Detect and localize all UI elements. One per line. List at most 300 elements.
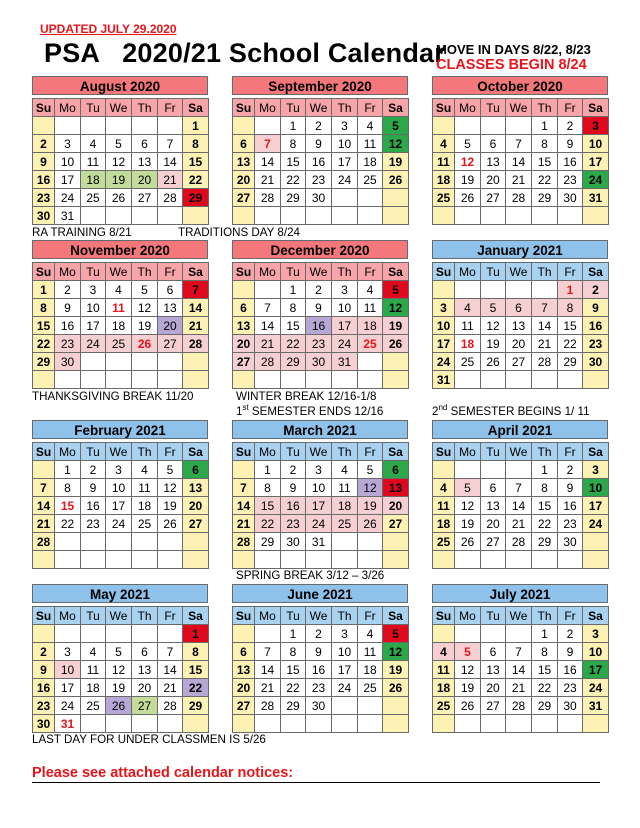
- day-cell: 23: [583, 335, 609, 353]
- day-cell: 15: [558, 317, 583, 335]
- day-cell: 19: [455, 679, 481, 697]
- day-cell: 10: [106, 479, 132, 497]
- day-cell: 18: [433, 515, 455, 533]
- weekday-header: Su: [33, 607, 55, 625]
- day-cell: 29: [281, 189, 306, 207]
- day-cell: 2: [81, 461, 106, 479]
- day-cell: 16: [33, 679, 55, 697]
- day-cell: 24: [81, 335, 106, 353]
- empty-cell: [33, 461, 55, 479]
- day-cell: 25: [81, 189, 106, 207]
- day-cell: 18: [358, 153, 383, 171]
- empty-cell: [481, 715, 506, 733]
- empty-cell: [106, 353, 132, 371]
- day-cell: 16: [281, 497, 306, 515]
- day-cell: 14: [158, 153, 183, 171]
- empty-cell: [332, 533, 358, 551]
- day-cell: 8: [183, 135, 209, 153]
- empty-cell: [481, 281, 506, 299]
- day-cell: 2: [558, 461, 583, 479]
- day-cell: 26: [383, 335, 409, 353]
- day-cell: 9: [55, 299, 81, 317]
- weekday-header: We: [506, 263, 532, 281]
- day-cell: 29: [532, 533, 558, 551]
- day-cell: 29: [255, 533, 281, 551]
- day-cell: 13: [183, 479, 209, 497]
- month-grid: [432, 442, 609, 569]
- day-cell: 26: [455, 697, 481, 715]
- empty-cell: [306, 551, 332, 569]
- day-cell: 11: [433, 497, 455, 515]
- empty-cell: [233, 551, 255, 569]
- day-cell: 4: [433, 479, 455, 497]
- empty-cell: [383, 371, 409, 389]
- empty-cell: [358, 207, 383, 225]
- weekday-header: Tu: [81, 607, 106, 625]
- empty-cell: [383, 353, 409, 371]
- empty-cell: [158, 371, 183, 389]
- month-title: December 2020: [232, 240, 408, 259]
- month-grid: [432, 98, 609, 225]
- empty-cell: [33, 625, 55, 643]
- empty-cell: [233, 371, 255, 389]
- day-cell: 30: [306, 697, 332, 715]
- month-calendar: [432, 584, 608, 733]
- day-cell: 2: [583, 281, 609, 299]
- day-cell: 17: [433, 335, 455, 353]
- empty-cell: [281, 371, 306, 389]
- day-cell: 20: [383, 497, 409, 515]
- day-cell: 8: [281, 299, 306, 317]
- empty-cell: [433, 461, 455, 479]
- empty-cell: [255, 371, 281, 389]
- day-cell: 14: [506, 153, 532, 171]
- weekday-header: Th: [332, 443, 358, 461]
- day-cell: 3: [583, 117, 609, 135]
- day-cell: 8: [33, 299, 55, 317]
- day-cell: 22: [255, 515, 281, 533]
- empty-cell: [81, 353, 106, 371]
- empty-cell: [106, 371, 132, 389]
- weekday-header: Tu: [281, 607, 306, 625]
- empty-cell: [558, 551, 583, 569]
- day-cell: 1: [55, 461, 81, 479]
- day-cell: 7: [506, 135, 532, 153]
- empty-cell: [183, 533, 209, 551]
- month-grid: [432, 606, 609, 733]
- empty-cell: [33, 371, 55, 389]
- day-cell: 4: [455, 299, 481, 317]
- weekday-header: Mo: [455, 607, 481, 625]
- day-cell: 22: [183, 171, 209, 189]
- day-cell: 4: [433, 135, 455, 153]
- day-cell: 14: [506, 661, 532, 679]
- day-cell: 28: [532, 353, 558, 371]
- day-cell: 28: [506, 189, 532, 207]
- day-cell: 3: [583, 625, 609, 643]
- day-cell: 2: [306, 281, 332, 299]
- day-cell: 2: [558, 625, 583, 643]
- empty-cell: [455, 551, 481, 569]
- weekday-header: Th: [132, 443, 158, 461]
- day-cell: 17: [332, 153, 358, 171]
- day-cell: 30: [55, 353, 81, 371]
- day-cell: 19: [383, 661, 409, 679]
- sem1-rest: SEMESTER ENDS 12/16: [248, 404, 384, 418]
- sem1-num: 1: [236, 404, 243, 418]
- day-cell: 22: [183, 679, 209, 697]
- day-cell: 16: [55, 317, 81, 335]
- day-cell: 26: [358, 515, 383, 533]
- empty-cell: [106, 207, 132, 225]
- day-cell: 22: [55, 515, 81, 533]
- sem2-rest: SEMESTER BEGINS 1/ 11: [447, 404, 590, 418]
- day-cell: 27: [481, 189, 506, 207]
- day-cell: 16: [81, 497, 106, 515]
- empty-cell: [358, 533, 383, 551]
- day-cell: 20: [233, 679, 255, 697]
- month-grid: [232, 606, 409, 733]
- day-cell: 11: [106, 299, 132, 317]
- day-cell: 12: [132, 299, 158, 317]
- day-cell: 13: [506, 317, 532, 335]
- day-cell: 17: [106, 497, 132, 515]
- day-cell: 20: [481, 171, 506, 189]
- day-cell: 28: [33, 533, 55, 551]
- day-cell: 8: [532, 643, 558, 661]
- empty-cell: [106, 715, 132, 733]
- note-traditions-day: TRADITIONS DAY 8/24: [178, 226, 300, 239]
- day-cell: 31: [332, 353, 358, 371]
- weekday-header: Sa: [183, 99, 209, 117]
- day-cell: 5: [383, 281, 409, 299]
- day-cell: 12: [383, 299, 409, 317]
- day-cell: 6: [183, 461, 209, 479]
- day-cell: 24: [55, 189, 81, 207]
- day-cell: 17: [332, 661, 358, 679]
- day-cell: 6: [481, 643, 506, 661]
- empty-cell: [481, 207, 506, 225]
- empty-cell: [233, 207, 255, 225]
- day-cell: 1: [281, 625, 306, 643]
- empty-cell: [532, 715, 558, 733]
- day-cell: 18: [332, 497, 358, 515]
- day-cell: 10: [583, 135, 609, 153]
- empty-cell: [132, 207, 158, 225]
- month-title: February 2021: [32, 420, 208, 439]
- day-cell: 4: [132, 461, 158, 479]
- weekday-header: Fr: [558, 263, 583, 281]
- empty-cell: [506, 551, 532, 569]
- empty-cell: [481, 551, 506, 569]
- day-cell: 26: [383, 171, 409, 189]
- day-cell: 17: [55, 171, 81, 189]
- weekday-header: Mo: [255, 443, 281, 461]
- month-title: July 2021: [432, 584, 608, 603]
- day-cell: 24: [306, 515, 332, 533]
- day-cell: 13: [132, 153, 158, 171]
- day-cell: 8: [183, 643, 209, 661]
- empty-cell: [132, 117, 158, 135]
- sem1-sup: st: [242, 403, 249, 412]
- day-cell: 29: [281, 353, 306, 371]
- empty-cell: [132, 715, 158, 733]
- empty-cell: [433, 117, 455, 135]
- day-cell: 25: [455, 353, 481, 371]
- day-cell: 26: [455, 533, 481, 551]
- note-last-day: LAST DAY FOR UNDER CLASSMEN IS 5/26: [32, 733, 266, 746]
- empty-cell: [506, 281, 532, 299]
- day-cell: 1: [183, 625, 209, 643]
- day-cell: 14: [158, 661, 183, 679]
- day-cell: 17: [332, 317, 358, 335]
- day-cell: 19: [358, 497, 383, 515]
- weekday-header: Su: [433, 99, 455, 117]
- weekday-header: Sa: [183, 607, 209, 625]
- empty-cell: [383, 715, 409, 733]
- weekday-header: Th: [532, 99, 558, 117]
- weekday-header: Su: [33, 99, 55, 117]
- footer-underline: [32, 782, 600, 783]
- day-cell: 22: [33, 335, 55, 353]
- day-cell: 18: [433, 679, 455, 697]
- weekday-header: We: [106, 99, 132, 117]
- empty-cell: [158, 117, 183, 135]
- day-cell: 20: [158, 317, 183, 335]
- note-ra-training: RA TRAINING 8/21: [32, 226, 132, 239]
- empty-cell: [255, 207, 281, 225]
- weekday-header: Th: [332, 263, 358, 281]
- empty-cell: [383, 551, 409, 569]
- day-cell: 25: [358, 171, 383, 189]
- empty-cell: [506, 117, 532, 135]
- day-cell: 10: [55, 153, 81, 171]
- day-cell: 15: [33, 317, 55, 335]
- day-cell: 21: [158, 171, 183, 189]
- day-cell: 26: [455, 189, 481, 207]
- day-cell: 24: [55, 697, 81, 715]
- note-thanksgiving: THANKSGIVING BREAK 11/20: [32, 390, 194, 403]
- month-calendar: [32, 240, 208, 389]
- day-cell: 3: [81, 281, 106, 299]
- day-cell: 27: [132, 697, 158, 715]
- empty-cell: [81, 117, 106, 135]
- day-cell: 22: [532, 515, 558, 533]
- day-cell: 1: [532, 461, 558, 479]
- month-calendar: [32, 76, 208, 225]
- day-cell: 6: [132, 135, 158, 153]
- day-cell: 12: [455, 153, 481, 171]
- day-cell: 25: [332, 515, 358, 533]
- month-calendar: [232, 76, 408, 225]
- day-cell: 17: [583, 497, 609, 515]
- day-cell: 18: [358, 317, 383, 335]
- empty-cell: [455, 625, 481, 643]
- weekday-header: We: [506, 607, 532, 625]
- day-cell: 27: [158, 335, 183, 353]
- month-calendar: [432, 240, 608, 389]
- day-cell: 27: [506, 353, 532, 371]
- weekday-header: Tu: [81, 443, 106, 461]
- weekday-header: Sa: [183, 443, 209, 461]
- day-cell: 7: [255, 643, 281, 661]
- empty-cell: [55, 551, 81, 569]
- day-cell: 11: [132, 479, 158, 497]
- day-cell: 21: [255, 679, 281, 697]
- empty-cell: [158, 625, 183, 643]
- month-calendar: [432, 420, 608, 569]
- empty-cell: [532, 207, 558, 225]
- day-cell: 26: [106, 697, 132, 715]
- empty-cell: [433, 551, 455, 569]
- day-cell: 19: [158, 497, 183, 515]
- weekday-header: Sa: [583, 99, 609, 117]
- weekday-header: Mo: [255, 99, 281, 117]
- day-cell: 31: [583, 697, 609, 715]
- empty-cell: [158, 207, 183, 225]
- day-cell: 25: [132, 515, 158, 533]
- weekday-header: Tu: [481, 607, 506, 625]
- day-cell: 15: [183, 661, 209, 679]
- empty-cell: [455, 715, 481, 733]
- empty-cell: [332, 697, 358, 715]
- day-cell: 13: [481, 497, 506, 515]
- weekday-header: Fr: [158, 263, 183, 281]
- weekday-header: Su: [233, 443, 255, 461]
- empty-cell: [106, 117, 132, 135]
- weekday-header: Th: [532, 443, 558, 461]
- day-cell: 9: [81, 479, 106, 497]
- day-cell: 3: [106, 461, 132, 479]
- day-cell: 3: [332, 117, 358, 135]
- day-cell: 18: [132, 497, 158, 515]
- empty-cell: [383, 533, 409, 551]
- day-cell: 13: [233, 317, 255, 335]
- day-cell: 26: [158, 515, 183, 533]
- day-cell: 10: [433, 317, 455, 335]
- day-cell: 11: [81, 661, 106, 679]
- day-cell: 7: [158, 135, 183, 153]
- day-cell: 31: [433, 371, 455, 389]
- day-cell: 13: [132, 661, 158, 679]
- weekday-header: Fr: [558, 443, 583, 461]
- weekday-header: Fr: [358, 443, 383, 461]
- day-cell: 1: [281, 117, 306, 135]
- day-cell: 30: [558, 189, 583, 207]
- day-cell: 5: [158, 461, 183, 479]
- day-cell: 3: [583, 461, 609, 479]
- weekday-header: Th: [532, 607, 558, 625]
- empty-cell: [81, 371, 106, 389]
- day-cell: 12: [481, 317, 506, 335]
- empty-cell: [358, 715, 383, 733]
- day-cell: 31: [55, 715, 81, 733]
- empty-cell: [358, 551, 383, 569]
- day-cell: 1: [255, 461, 281, 479]
- day-cell: 18: [455, 335, 481, 353]
- weekday-header: Su: [433, 263, 455, 281]
- weekday-header: We: [106, 263, 132, 281]
- day-cell: 24: [583, 515, 609, 533]
- day-cell: 6: [233, 299, 255, 317]
- weekday-header: Sa: [383, 99, 409, 117]
- empty-cell: [383, 189, 409, 207]
- day-cell: 18: [81, 679, 106, 697]
- day-cell: 29: [532, 189, 558, 207]
- day-cell: 7: [33, 479, 55, 497]
- weekday-header: Mo: [455, 263, 481, 281]
- empty-cell: [558, 207, 583, 225]
- weekday-header: Sa: [583, 263, 609, 281]
- day-cell: 23: [55, 335, 81, 353]
- day-cell: 25: [358, 335, 383, 353]
- day-cell: 9: [558, 135, 583, 153]
- weekday-header: Sa: [383, 263, 409, 281]
- day-cell: 4: [358, 625, 383, 643]
- empty-cell: [132, 551, 158, 569]
- day-cell: 30: [306, 189, 332, 207]
- day-cell: 8: [281, 135, 306, 153]
- day-cell: 7: [532, 299, 558, 317]
- day-cell: 2: [33, 135, 55, 153]
- day-cell: 10: [332, 299, 358, 317]
- empty-cell: [506, 715, 532, 733]
- day-cell: 19: [106, 171, 132, 189]
- empty-cell: [106, 625, 132, 643]
- day-cell: 1: [532, 117, 558, 135]
- day-cell: 16: [583, 317, 609, 335]
- weekday-header: Mo: [55, 99, 81, 117]
- day-cell: 12: [106, 153, 132, 171]
- day-cell: 17: [55, 679, 81, 697]
- day-cell: 29: [183, 189, 209, 207]
- weekday-header: Tu: [481, 263, 506, 281]
- day-cell: 16: [558, 497, 583, 515]
- day-cell: 6: [383, 461, 409, 479]
- day-cell: 11: [358, 643, 383, 661]
- day-cell: 13: [233, 153, 255, 171]
- day-cell: 27: [233, 189, 255, 207]
- empty-cell: [506, 625, 532, 643]
- day-cell: 23: [306, 679, 332, 697]
- day-cell: 30: [281, 533, 306, 551]
- day-cell: 2: [55, 281, 81, 299]
- weekday-header: Su: [233, 263, 255, 281]
- day-cell: 8: [255, 479, 281, 497]
- day-cell: 28: [255, 189, 281, 207]
- day-cell: 31: [306, 533, 332, 551]
- day-cell: 8: [281, 643, 306, 661]
- day-cell: 17: [306, 497, 332, 515]
- day-cell: 5: [106, 643, 132, 661]
- day-cell: 29: [532, 697, 558, 715]
- weekday-header: Tu: [481, 99, 506, 117]
- empty-cell: [158, 353, 183, 371]
- empty-cell: [183, 551, 209, 569]
- day-cell: 2: [306, 625, 332, 643]
- day-cell: 3: [306, 461, 332, 479]
- day-cell: 26: [132, 335, 158, 353]
- weekday-header: Su: [233, 607, 255, 625]
- day-cell: 11: [433, 153, 455, 171]
- weekday-header: We: [106, 607, 132, 625]
- weekday-header: Mo: [455, 443, 481, 461]
- day-cell: 20: [233, 171, 255, 189]
- day-cell: 28: [158, 189, 183, 207]
- empty-cell: [583, 371, 609, 389]
- weekday-header: Fr: [558, 99, 583, 117]
- day-cell: 17: [583, 153, 609, 171]
